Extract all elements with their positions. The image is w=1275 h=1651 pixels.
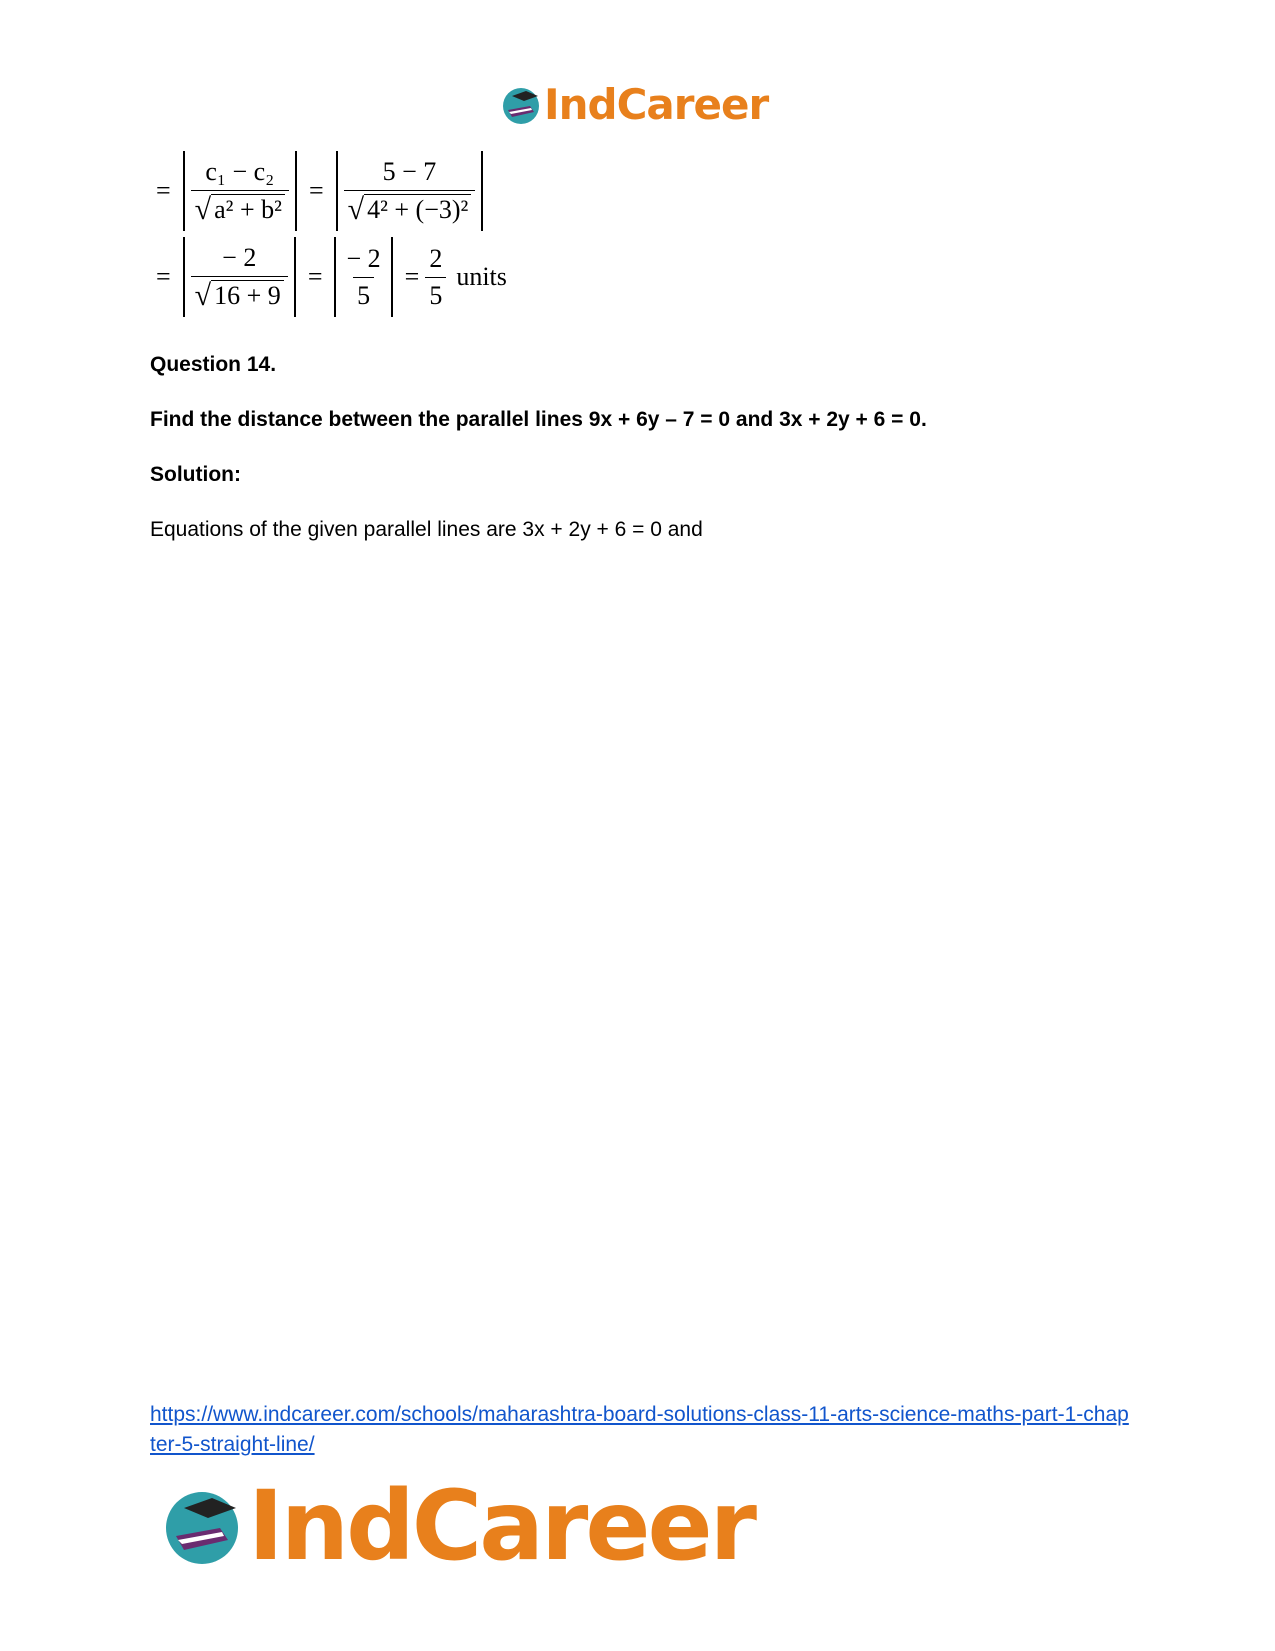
header-logo: [500, 80, 768, 129]
math-row-2: = − 2 √ 16 + 9 = $\frac{- 2}{5}$ = $\frac{2}{5}$ units: [150, 234, 507, 320]
fraction-denominator: 5: [353, 277, 374, 311]
logo-text: IndCareer: [248, 1470, 754, 1582]
fraction-numerator: c₁ − c₂: [205, 157, 275, 186]
fraction-denominator: 16 + 9: [211, 280, 284, 311]
unit-label: units: [456, 262, 507, 291]
solution-label: Solution:: [150, 463, 241, 486]
footer-link[interactable]: https://www.indcareer.com/schools/maharashtra-board-solutions-class-11-arts-science-maths-part-1-chapter-5-straight-line/: [150, 1403, 1129, 1456]
fraction-denominator: a² + b²: [211, 194, 285, 225]
problem-text: Find the distance between the parallel lines 9x + 6y – 7 = 0 and 3x + 2y + 6 = 0.: [150, 408, 927, 431]
math-equation-image: [150, 148, 507, 320]
fraction-numerator: 5 − 7: [382, 157, 437, 186]
footer-logo: [160, 1470, 754, 1582]
graduation-book-globe-icon: [500, 84, 542, 126]
logo-text: IndCareer: [544, 80, 769, 129]
solution-text: Equations of the given parallel lines are 3x + 2y + 6 = 0 and: [150, 518, 703, 541]
fraction-denominator: 5: [425, 277, 446, 311]
question-label: Question 14.: [150, 353, 277, 376]
fraction-denominator: 4² + (−3)²: [364, 194, 471, 225]
fraction-numerator: − 2: [346, 243, 381, 273]
graduation-book-globe-icon: [160, 1484, 244, 1568]
fraction-numerator: 2: [429, 243, 443, 273]
fraction-numerator: − 2: [222, 243, 257, 272]
math-row-1: = c₁ − c₂ √ a² + b² = 5 − 7 √ 4² + (−3)²: [150, 148, 507, 234]
